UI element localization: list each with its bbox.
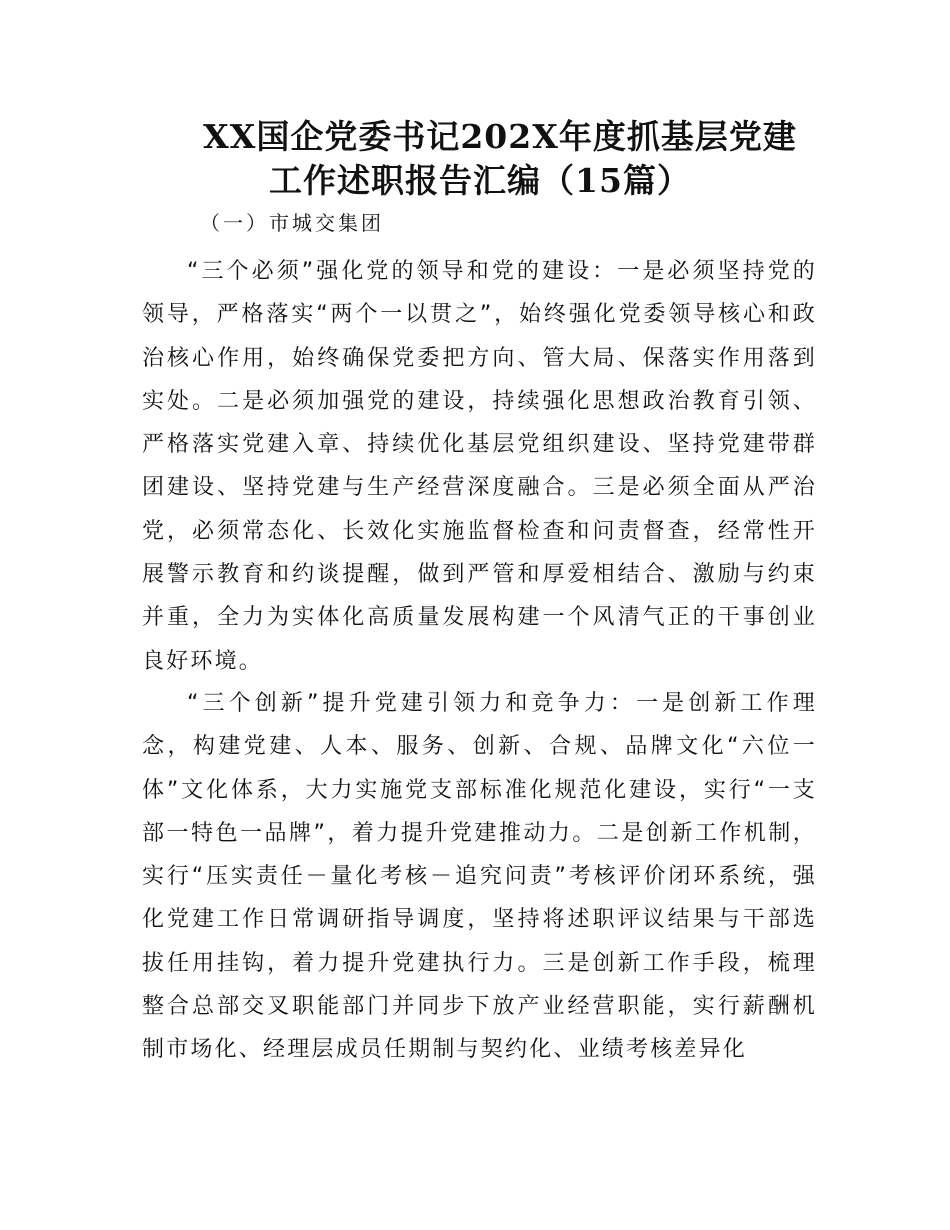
body-paragraph: “三个创新”提升党建引领力和竞争力：一是创新工作理念，构建党建、人本、服务、创新、合规、品牌文化“六位一体”文化体系，大力实施党支部标准化规范化建设，实行“一支部一特色一品牌”，着力提升党建推动力。二是创新工作机制，实行“压实责任－量化考核－追究问责”考核评价闭环系统，强化党建工作日常调研指导调度，坚持将述职评议结果与干部选拔任用挂钩，着力提升党建执行力。三是创新工作手段，梳理整合总部交叉职能部门并同步下放产业经营职能，实行薪酬机制市场化、经理层成员任期制与契约化、业绩考核差异化 xyxy=(142,691,817,1063)
document-title-line-1: XX国企党委书记202X年度抓基层党建 xyxy=(203,117,797,156)
body-paragraph: “三个必须”强化党的领导和党的建设：一是必须坚持党的领导，严格落实“两个一以贯之”，始终强化党委领导核心和政治核心作用，始终确保党委把方向、管大局、保落实作用落到实处。二是必须加强党的建设，持续强化思想政治教育引领、严格落实党建入章、持续优化基层党组织建设、坚持党建带群团建设、坚持党建与生产经营深度融合。三是必须全面从严治党，必须常态化、长效化实施监督检查和问责督查，经常性开展警示教育和约谈提醒，做到严管和厚爱相结合、激励与约束并重，全力为实体化高质量发展构建一个风清气正的干事创业良好环境。 xyxy=(142,259,817,674)
document-title-line-2: 工作述职报告汇编（15篇） xyxy=(269,161,691,200)
section-label: （一）市城交集团 xyxy=(200,211,384,235)
